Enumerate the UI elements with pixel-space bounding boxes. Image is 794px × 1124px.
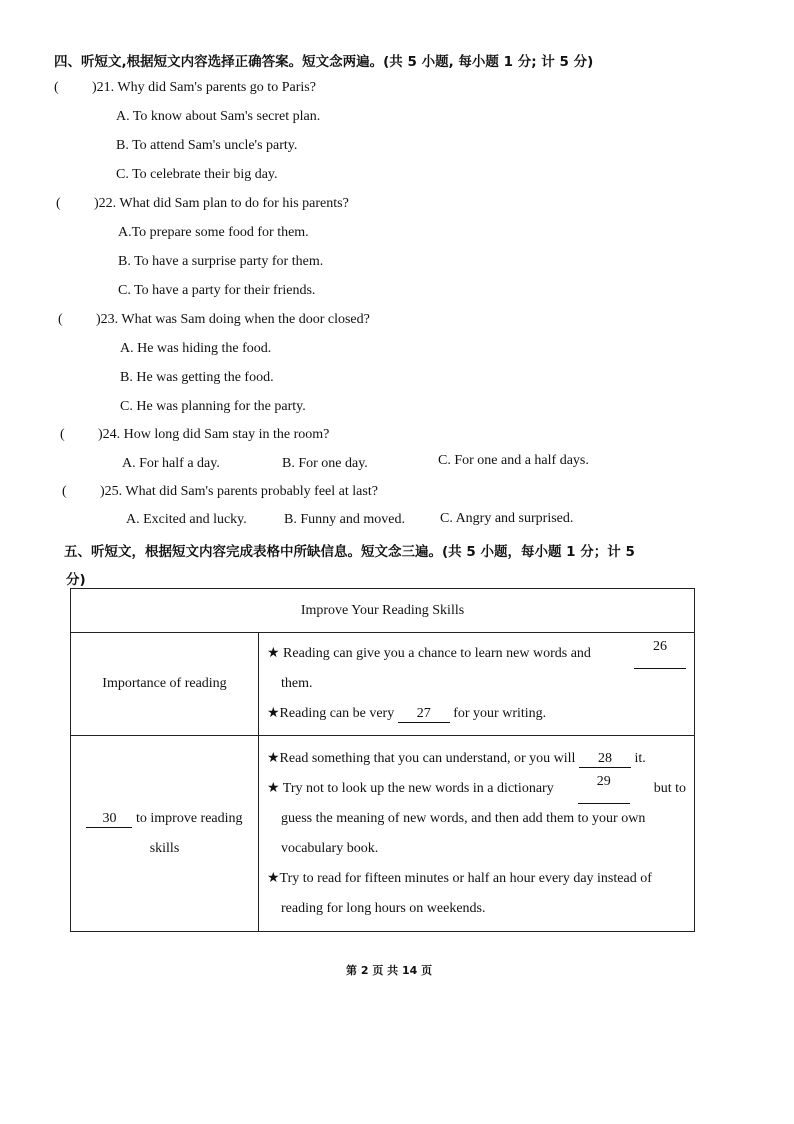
- blank-30[interactable]: 30: [86, 811, 132, 828]
- q21-option-b: B. To attend Sam's uncle's party.: [116, 138, 298, 153]
- row2-bullet2: ★ Try not to look up the new words in a dictionary 29 but to: [267, 774, 686, 804]
- row2-bullet3-line2: reading for long hours on weekends.: [281, 900, 486, 916]
- q21-option-a: A. To know about Sam's secret plan.: [116, 109, 321, 124]
- question-24: ( )24. How long did Sam stay in the room?: [60, 427, 330, 442]
- row1-bullet2: ★Reading can be very 27 for your writing.: [267, 706, 547, 721]
- q24-option-a: A. For half a day.: [122, 456, 220, 471]
- q21-option-c: C. To celebrate their big day.: [116, 167, 278, 182]
- question-23-text: 23. What was Sam doing when the door closed?: [100, 312, 370, 327]
- question-23: ( )23. What was Sam doing when the door closed?: [58, 312, 370, 327]
- page-number: 第 2 页 共 14 页: [346, 964, 433, 977]
- question-21-text: 21. Why did Sam's parents go to Paris?: [96, 80, 316, 95]
- question-24-text: 24. How long did Sam stay in the room?: [102, 427, 330, 442]
- row1-bullet1-cont: them.: [281, 676, 313, 691]
- q22-option-c: C. To have a party for their friends.: [118, 283, 316, 298]
- question-22: ( )22. What did Sam plan to do for his parents?: [56, 196, 349, 211]
- blank-28[interactable]: 28: [579, 751, 631, 768]
- q23-option-c: C. He was planning for the party.: [120, 399, 306, 414]
- q22-option-a: A.To prepare some food for them.: [118, 225, 309, 240]
- blank-27[interactable]: 27: [398, 706, 450, 723]
- q24-option-c: C. For one and a half days.: [438, 453, 589, 468]
- q25-option-a: A. Excited and lucky.: [126, 512, 247, 527]
- q24-option-b: B. For one day.: [282, 456, 368, 471]
- section4-heading: 四、听短文,根据短文内容选择正确答案。短文念两遍。(共 5 小题, 每小题 1 分; 计 5 分): [54, 54, 594, 70]
- q25-option-b: B. Funny and moved.: [284, 512, 405, 527]
- blank-26[interactable]: 26: [634, 639, 686, 669]
- section5-heading-line1: 五、听短文，根据短文内容完成表格中所缺信息。短文念三遍。(共 5 小题，每小题 1 分；计 5: [64, 544, 635, 560]
- row2-content: [259, 736, 695, 932]
- blank-29[interactable]: 29: [578, 774, 630, 804]
- row1-label: Importance of reading: [71, 633, 259, 736]
- reading-skills-table: [70, 588, 695, 932]
- question-25: ( )25. What did Sam's parents probably feel at last?: [62, 484, 378, 499]
- row2-bullet2-line2: guess the meaning of new words, and then add them to your own: [281, 810, 646, 826]
- row1-content: [259, 633, 695, 736]
- question-21: ( )21. Why did Sam's parents go to Paris?: [54, 80, 316, 95]
- row2-bullet2-line3: vocabulary book.: [281, 840, 379, 856]
- q23-option-a: A. He was hiding the food.: [120, 341, 272, 356]
- row1-bullet1: ★ Reading can give you a chance to learn new words and 26: [267, 639, 686, 669]
- q22-option-b: B. To have a surprise party for them.: [118, 254, 324, 269]
- q25-option-c: C. Angry and surprised.: [440, 511, 574, 526]
- q23-option-b: B. He was getting the food.: [120, 370, 274, 385]
- section5-heading-line2: 分): [66, 572, 86, 588]
- row2-bullet3-line1: ★Try to read for fifteen minutes or half an hour every day instead of: [267, 870, 652, 886]
- row2-label: 30 to improve reading skills: [71, 736, 259, 932]
- row2-bullet1: ★Read something that you can understand, or you will 28 it.: [267, 750, 646, 766]
- question-22-text: 22. What did Sam plan to do for his parents?: [98, 196, 349, 211]
- question-25-text: 25. What did Sam's parents probably feel at last?: [104, 484, 378, 499]
- table-title: Improve Your Reading Skills: [71, 589, 695, 633]
